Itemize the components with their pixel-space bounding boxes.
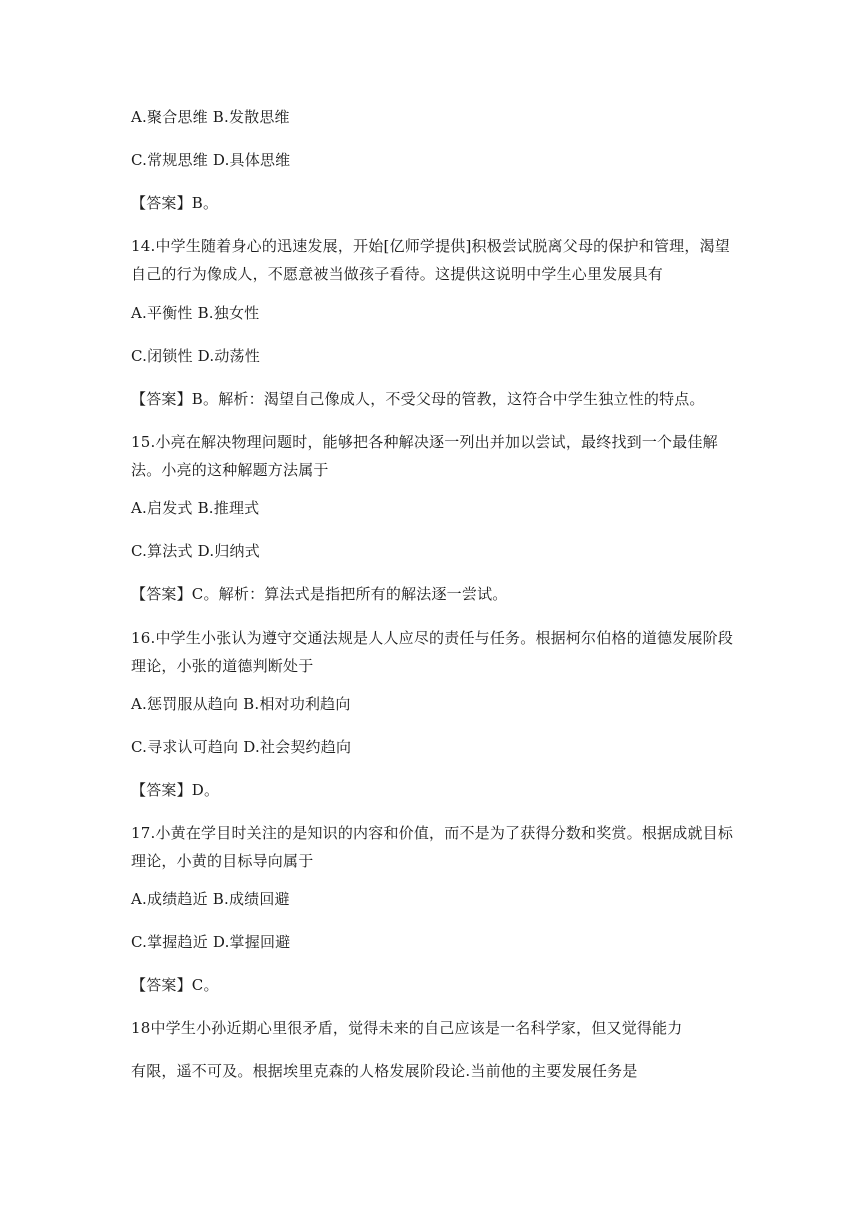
q18-stem-line1: 18中学生小孙近期心里很矛盾，觉得未来的自己应该是一名科学家，但又觉得能力: [131, 1019, 683, 1037]
q16-option-ab: A.惩罚服从趋向 B.相对功利趋向: [131, 695, 351, 713]
q17-option-cd: C.掌握趋近 D.掌握回避: [131, 933, 291, 951]
q16-option-cd: C.寻求认可趋向 D.社会契约趋向: [131, 738, 352, 756]
q13-option-cd: C.常规思维 D.具体思维: [131, 151, 291, 169]
q15-option-cd: C.算法式 D.归纳式: [131, 542, 260, 560]
q17-answer: 【答案】C。: [131, 976, 219, 994]
q16-stem: 16.中学生小张认为遵守交通法规是人人应尽的责任与任务。根据柯尔伯格的道德发展阶段理论，小张的道德判断处于: [131, 629, 734, 675]
q17-stem: 17.小黄在学目时关注的是知识的内容和价值，而不是为了获得分数和奖赏。根据成就目标理论，小黄的目标导向属于: [131, 824, 734, 870]
q15-stem: 15.小亮在解决物理问题时，能够把各种解决逐一列出并加以尝试，最终找到一个最佳解法。小亮的这种解题方法属于: [131, 433, 718, 479]
q14-answer: 【答案】B。解析：渴望自己像成人，不受父母的管教，这符合中学生独立性的特点。: [131, 390, 705, 408]
q13-answer: 【答案】B。: [131, 194, 219, 212]
q18-stem-line2: 有限，遥不可及。根据埃里克森的人格发展阶段论.当前他的主要发展任务是: [131, 1062, 638, 1080]
q14-stem: 14.中学生随着身心的迅速发展，开始[亿师学提供]积极尝试脱离父母的保护和管理，渴望自己的行为像成人，不愿意被当做孩子看待。这提供这说明中学生心里发展具有: [131, 237, 730, 283]
q15-option-ab: A.启发式 B.推理式: [131, 499, 260, 517]
q13-option-ab: A.聚合思维 B.发散思维: [131, 108, 290, 126]
q17-option-ab: A.成绩趋近 B.成绩回避: [131, 890, 290, 908]
q15-answer: 【答案】C。解析：算法式是指把所有的解法逐一尝试。: [131, 585, 508, 603]
q16-answer: 【答案】D。: [131, 781, 220, 799]
q14-option-ab: A.平衡性 B.独女性: [131, 304, 260, 322]
q14-option-cd: C.闭锁性 D.动荡性: [131, 347, 260, 365]
